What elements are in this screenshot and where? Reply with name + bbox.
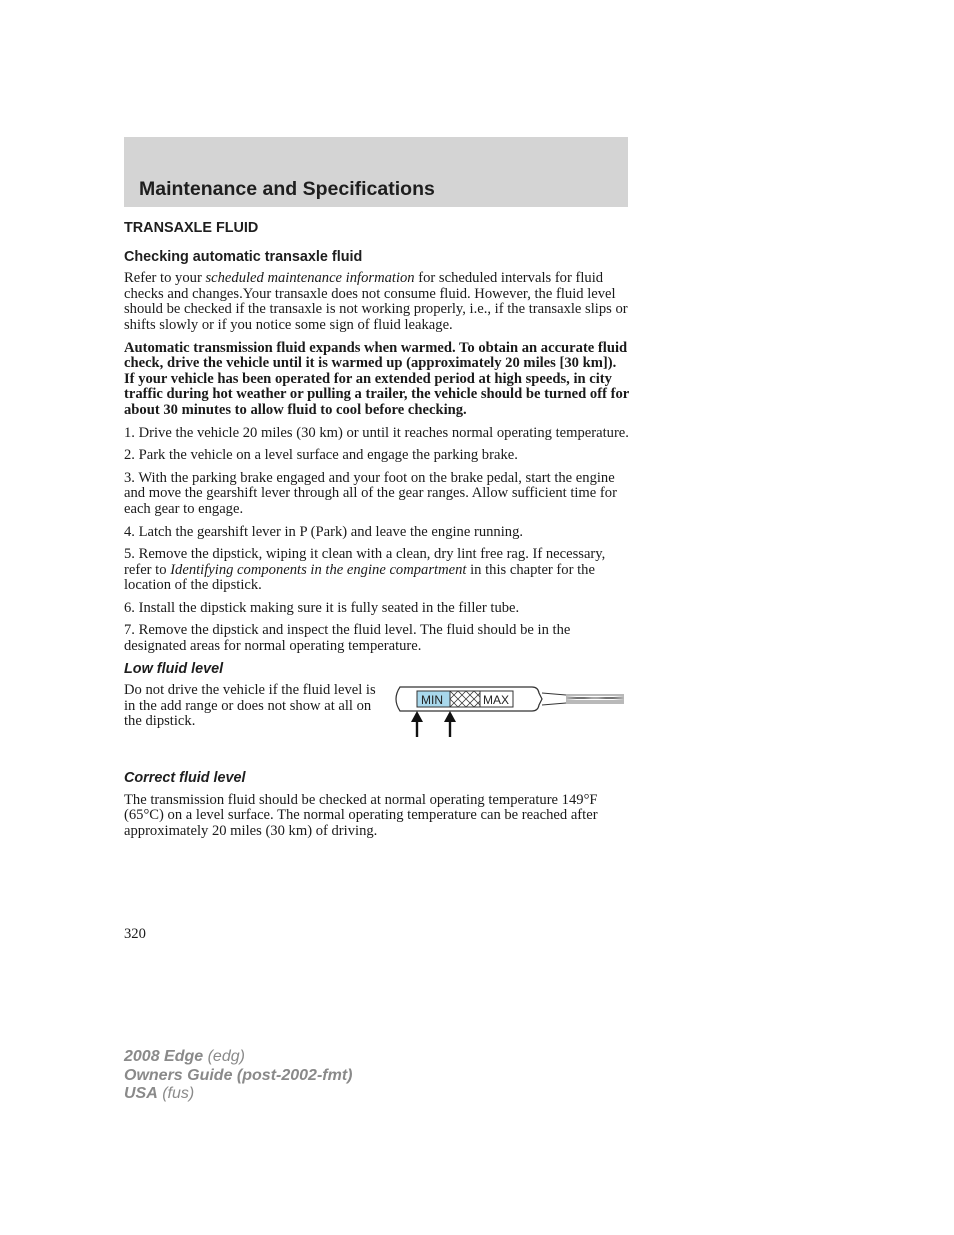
low-fluid-text: Do not drive the vehicle if the fluid level is in the add range or does not show at all on the dipstick. — [124, 682, 376, 730]
section-subtitle: Checking automatic transaxle fluid — [124, 248, 363, 265]
intro-paragraph: Refer to your scheduled maintenance information for scheduled intervals for fluid checks and changes.Your transaxle does not consume fluid. However, the fluid level should be checked if the transaxle is not working properly, i.e., if the transaxle slips or shifts slowly or if you notice some sign of fluid leakage. — [124, 270, 628, 333]
section-header-band — [124, 137, 628, 207]
low-fluid-block — [124, 683, 630, 749]
step-4: 4. Latch the gearshift lever in P (Park) and leave the engine running. — [124, 523, 524, 540]
warning-paragraph: Automatic transmission fluid expands when warmed. To obtain an accurate fluid check, drive the vehicle until it is warmed up (approximately 20 miles [30 km]). If your vehicle has been operated for an extended period at high speeds, in city traffic during hot weather or pulling a trailer, the vehicle should be turned off for about 30 minutes to allow fluid to cool before checking. — [124, 339, 629, 418]
step-1: 1. Drive the vehicle 20 miles (30 km) or until it reaches normal operating temperature. — [124, 424, 629, 441]
arrow-up-icon — [444, 711, 456, 737]
section-title: TRANSAXLE FLUID — [124, 220, 259, 236]
dipstick-neck — [542, 703, 566, 705]
engine-compartment-reference: Identifying components in the engine compartment — [170, 561, 467, 578]
maintenance-reference: scheduled maintenance information — [205, 270, 415, 287]
page-number: 320 — [124, 926, 146, 942]
step-3: 3. With the parking brake engaged and your foot on the brake pedal, start the engine and move the gearshift lever through all of the gear ranges. Allow sufficient time for each gear to engage. — [124, 469, 617, 517]
dipstick-braided-cable — [566, 695, 624, 703]
step-7: 7. Remove the dipstick and inspect the fluid level. The fluid should be in the designated areas for normal operating temperature. — [124, 622, 571, 655]
footer-line-guide: Owners Guide (post-2002-fmt) — [124, 1066, 353, 1084]
footer-line-market: USA (fus) — [124, 1085, 195, 1102]
low-fluid-heading: Low fluid level — [124, 660, 224, 677]
min-label: MIN — [421, 693, 443, 708]
step-5: 5. Remove the dipstick, wiping it clean with a clean, dry lint free rag. If necessary, refer to Identifying components in the engine compartment in this chapter for the location of the dipstick. — [124, 546, 606, 594]
step-6: 6. Install the dipstick making sure it is fully seated in the filler tube. — [124, 599, 520, 616]
arrow-up-icon — [411, 711, 423, 737]
dipstick-neck — [542, 693, 566, 695]
crosshatch-zone — [450, 691, 480, 707]
document-footer — [124, 1048, 352, 1104]
dipstick-illustration — [390, 679, 626, 739]
main-content — [124, 221, 630, 847]
page-title: Maintenance and Specifications — [139, 178, 435, 200]
correct-fluid-text: The transmission fluid should be checked at normal operating temperature 149°F (65°C) on a level surface. The normal operating temperature can be reached after approximately 20 miles (30 km) of driving. — [124, 791, 598, 840]
correct-fluid-heading: Correct fluid level — [124, 770, 246, 787]
max-label: MAX — [483, 693, 510, 708]
footer-line-model: 2008 Edge (edg) — [124, 1048, 245, 1065]
step-2: 2. Park the vehicle on a level surface and engage the parking brake. — [124, 447, 518, 464]
